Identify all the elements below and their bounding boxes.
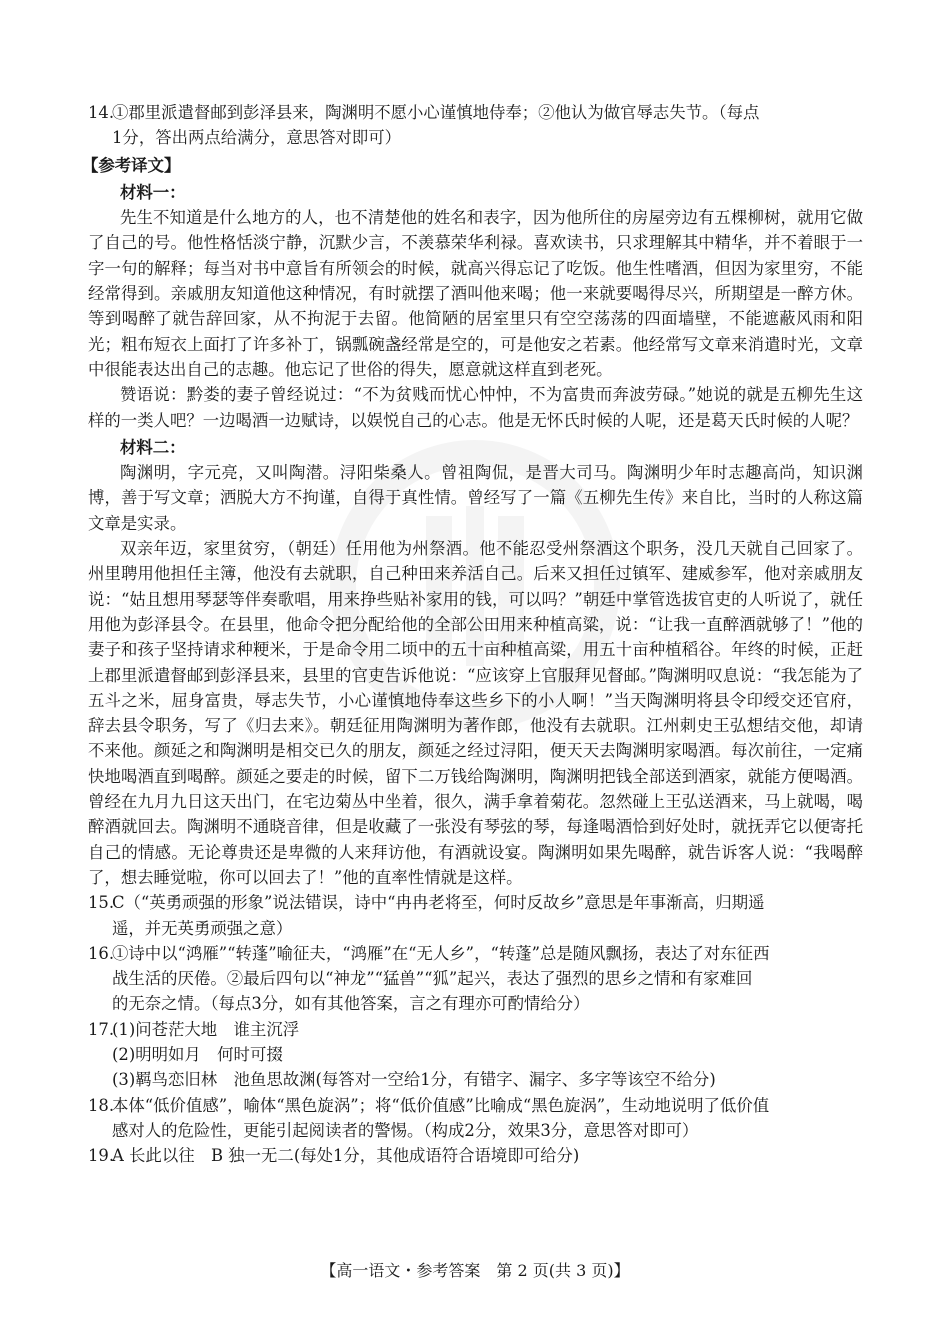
material-two-title: 材料二： <box>120 437 186 457</box>
answer-line: A 长此以往 B 独一无二(每处1分，其他成语符合语境即可给分) <box>112 1146 580 1166</box>
answer-line: C（“英勇顽强的形象”说法错误，诗中“冉冉老将至，何时反故乡”意思是年事渐高，归期遥 <box>112 893 765 913</box>
answer-line: 遥，并无英勇顽强之意） <box>112 918 293 938</box>
question-number: 16. <box>88 943 115 963</box>
answer-line: 的无奈之情。（每点3分，如有其他答案，言之有理亦可酌情给分） <box>112 994 590 1014</box>
page-footer: 【高一语文・参考答案 第 2 页(共 3 页)】 <box>320 1261 630 1280</box>
answer-line: (3)羁鸟恋旧林 池鱼思故渊(每答对一空给1分，有错字、漏字、多字等该空不给分) <box>112 1070 716 1090</box>
answer-line: ①诗中以“鸿雁”“转蓬”喻征夫，“鸿雁”在“无人乡”，“转蓬”总是随风飘扬，表达了对东征西 <box>112 943 770 963</box>
answer-line: 战生活的厌倦。②最后四句以“神龙”“猛兽”“狐”起兴，表达了强烈的思乡之情和有家难回 <box>112 969 753 989</box>
answer-line: 感对人的危险性，更能引起阅读者的警惕。（构成2分，效果3分，意思答对即可） <box>112 1120 699 1140</box>
answer-line: (2)明明如月 何时可掇 <box>112 1044 283 1064</box>
material-one-paragraph-2: 赞语说：黔娄的妻子曾经说过：“不为贫贱而忧心忡忡，不为富贵而奔波劳碌。”她说的就是五柳先生这样的一类人吧？一边喝酒一边赋诗，以娱悦自己的心志。他是无怀氏时候的人呢，还是葛天氏时候的人呢？ <box>88 385 863 430</box>
answer-page <box>82 100 863 1168</box>
material-two-paragraph-1: 陶渊明，字元亮，又叫陶潜。浔阳柴桑人。曾祖陶侃，是晋大司马。陶渊明少年时志趣高尚，知识渊博，善于写文章；洒脱大方不拘谨，自得于真性情。曾经写了一篇《五柳先生传》来自比，当时的人称这篇文章是实录。 <box>88 463 863 533</box>
question-18 <box>88 1093 863 1144</box>
answer-line: 1分，答出两点给满分，意思答对即可） <box>112 128 402 148</box>
question-number: 15. <box>88 893 115 913</box>
question-number: 18. <box>88 1095 115 1115</box>
question-19 <box>88 1143 863 1168</box>
question-15 <box>88 890 863 941</box>
question-14 <box>88 100 863 151</box>
question-16 <box>88 941 863 1017</box>
question-number: 17. <box>88 1019 115 1039</box>
material-two-paragraph-2: 双亲年迈，家里贫穷，（朝廷）任用他为州祭酒。他不能忍受州祭酒这个职务，没几天就自己回家了。州里聘用他担任主簿，他没有去就职，自己种田来养活自己。后来又担任过镇军、建威参军，他对亲戚朋友说：“姑且想用琴瑟等伴奏歌唱，用来挣些贴补家用的钱，可以吗？”朝廷中掌管选拔官吏的人听说了，就任用他为彭泽县令。在县里，他命令把分配给他的全部公田用来种植高粱，说：“让我一直醉酒就够了！”他的妻子和孩子坚持请求种粳米，于是命令用二顷中的五十亩种植高粱，用五十亩种植稻谷。年终的时候，正赶上郡里派遣督邮到彭泽县来，县里的官吏告诉他说：“应该穿上官服拜见督邮。”陶渊明叹息说：“我怎能为了五斗之米，屈身富贵，辱志失节，小心谨慎地侍奉这些乡下的小人啊！”当天陶渊明将县令印绶交还官府，辞去县令职务，写了《归去来》。朝廷征用陶渊明为著作郎，他没有去就职。江州刺史王弘想结交他，却请不来他。颜延之和陶渊明是相交已久的朋友，颜延之经过浔阳，便天天去陶渊明家喝酒。每次前往，一定痛快地喝酒直到喝醉。颜延之要走的时候，留下二万钱给陶渊明，陶渊明把钱全部送到酒家，就能方便喝酒。曾经在九月九日这天出门，在宅边菊丛中坐着，很久，满手拿着菊花。忽然碰上王弘送酒来，马上就喝，喝醉酒就回去。陶渊明不通晓音律，但是收藏了一张没有琴弦的琴，每逢喝酒恰到好处时，就抚弄它以便寄托自己的情感。无论尊贵还是卑微的人来拜访他，有酒就设宴。陶渊明如果先喝醉，就告诉客人说：“我喝醉了，想去睡觉啦，你可以回去了！”他的直率性情就是这样。 <box>88 539 863 887</box>
question-number: 19. <box>88 1146 115 1166</box>
answer-line: ①郡里派遣督邮到彭泽县来，陶渊明不愿小心谨慎地侍奉；②他认为做官辱志失节。（每点 <box>112 103 760 122</box>
translation-heading: 【参考译文】 <box>82 155 181 175</box>
material-one-title: 材料一： <box>120 182 186 202</box>
answer-line: (1)问苍茫大地 谁主沉浮 <box>112 1019 300 1039</box>
answer-line: 本体“低价值感”，喻体“黑色旋涡”；将“低价值感”比喻成“黑色旋涡”，生动地说明了低价值 <box>112 1095 770 1115</box>
material-one-paragraph-1: 先生不知道是什么地方的人，也不清楚他的姓名和表字，因为他所住的房屋旁边有五棵柳树，就用它做了自己的号。他性格恬淡宁静，沉默少言，不羡慕荣华利禄。喜欢读书，只求理解其中精华，并不着眼于一字一句的解释；每当对书中意旨有所领会的时候，就高兴得忘记了吃饭。他生性嗜酒，但因为家里穷，不能经常得到。亲戚朋友知道他这种情况，有时就摆了酒叫他来喝；他一来就要喝得尽兴，所期望是一醉方休。等到喝醉了就告辞回家，从不拘泥于去留。他简陋的居室里只有空空荡荡的四面墙壁，不能遮蔽风雨和阳光；粗布短衣上面打了许多补丁，锅瓢碗盏经常是空的，可是他安之若素。他经常写文章来消遣时光，文章中很能表达出自己的志趣。他忘记了世俗的得失，愿意就这样直到老死。 <box>88 208 863 379</box>
question-number: 14. <box>88 103 115 122</box>
question-17 <box>88 1017 863 1093</box>
